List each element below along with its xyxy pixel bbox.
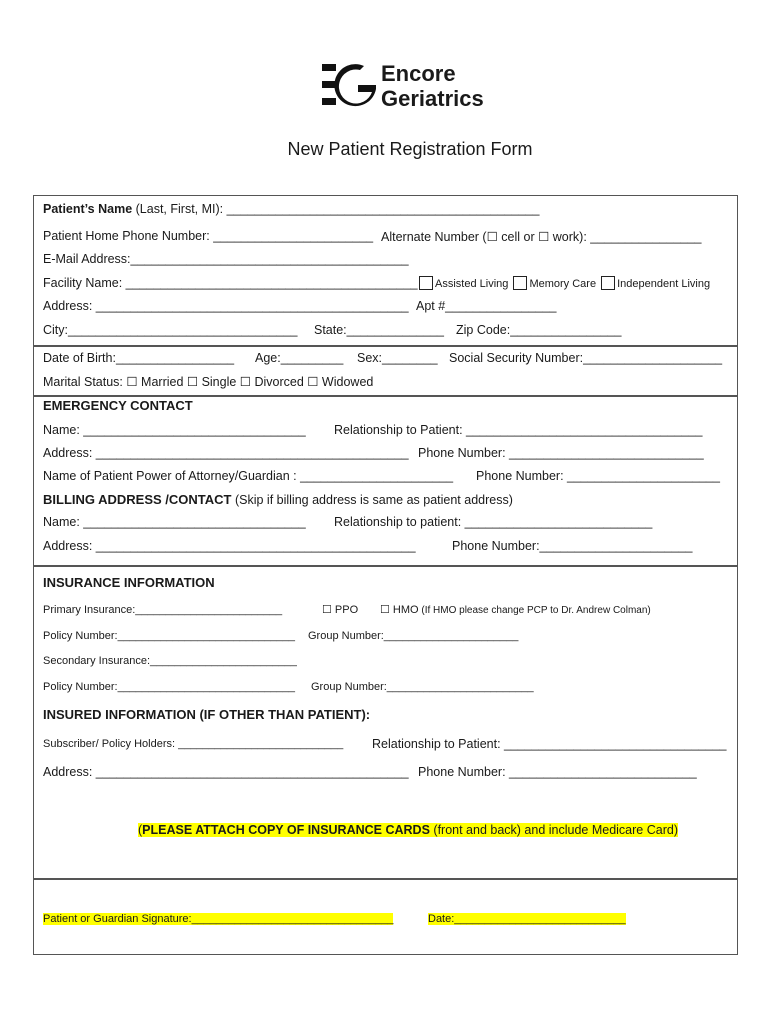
policy-number-1-field[interactable]: Policy Number:_____________________________ bbox=[43, 630, 295, 642]
insured-address-field[interactable]: Address: _____________________________________________ bbox=[43, 765, 409, 779]
logo-text-line1: Encore bbox=[381, 61, 456, 86]
hmo-option[interactable] bbox=[380, 603, 651, 616]
insured-phone-field[interactable]: Phone Number: ___________________________ bbox=[418, 765, 697, 779]
billing-phone-field[interactable]: Phone Number:______________________ bbox=[452, 539, 693, 553]
sex-field[interactable]: Sex:________ bbox=[357, 351, 438, 365]
group-number-2-field[interactable]: Group Number:________________________ bbox=[311, 681, 534, 693]
alternate-number-field[interactable]: Alternate Number (☐ cell or ☐ work): ________________ bbox=[381, 230, 702, 244]
encore-logo-icon bbox=[320, 62, 378, 108]
signature-field[interactable]: Patient or Guardian Signature:_________________________________ bbox=[43, 913, 394, 925]
ssn-field[interactable]: Social Security Number:____________________ bbox=[449, 351, 723, 365]
address-field[interactable]: Address: _____________________________________________ bbox=[43, 299, 409, 313]
dob-field[interactable]: Date of Birth:_________________ bbox=[43, 351, 235, 365]
home-phone-field[interactable]: Patient Home Phone Number: _______________________ bbox=[43, 229, 374, 243]
marital-status-field[interactable]: Marital Status: ☐ Married ☐ Single ☐ Divorced ☐ Widowed bbox=[43, 375, 374, 389]
patient-name-field[interactable] bbox=[43, 202, 539, 216]
billing-relationship-field[interactable]: Relationship to patient: ___________________________ bbox=[334, 515, 653, 529]
billing-name-field[interactable]: Name: ________________________________ bbox=[43, 515, 306, 529]
primary-insurance-field[interactable]: Primary Insurance:________________________ bbox=[43, 604, 283, 616]
city-field[interactable]: City:_________________________________ bbox=[43, 323, 298, 337]
emergency-contact-header: EMERGENCY CONTACT bbox=[43, 398, 193, 413]
memory-care-checkbox[interactable] bbox=[513, 276, 527, 290]
emergency-relationship-field[interactable]: Relationship to Patient: __________________________________ bbox=[334, 423, 703, 437]
poa-phone-field[interactable]: Phone Number: ______________________ bbox=[476, 469, 720, 483]
hmo-note: (If HMO please change PCP to Dr. Andrew Colman) bbox=[418, 605, 651, 616]
facility-options bbox=[419, 276, 710, 290]
emergency-name-field[interactable]: Name: ________________________________ bbox=[43, 423, 306, 437]
billing-header-hint: (Skip if billing address is same as patient address) bbox=[231, 493, 513, 507]
assisted-living-checkbox[interactable] bbox=[419, 276, 433, 290]
apt-field[interactable]: Apt #________________ bbox=[416, 299, 557, 313]
independent-living-label: Independent Living bbox=[617, 278, 711, 290]
logo-text-line2: Geriatrics bbox=[381, 86, 484, 111]
emergency-phone-field[interactable]: Phone Number: ____________________________ bbox=[418, 446, 704, 460]
subscriber-field[interactable]: Subscriber/ Policy Holders: ___________________________ bbox=[43, 738, 344, 750]
assisted-living-label: Assisted Living bbox=[435, 278, 509, 290]
insurance-card-notice bbox=[138, 823, 678, 837]
independent-living-checkbox[interactable] bbox=[601, 276, 615, 290]
policy-number-2-field[interactable]: Policy Number:_____________________________ bbox=[43, 681, 295, 693]
email-field[interactable]: E-Mail Address:________________________________________ bbox=[43, 252, 409, 266]
notice-close: ) bbox=[673, 823, 678, 837]
patient-name-hint: (Last, First, MI): bbox=[132, 202, 227, 216]
patient-name-label: Patient’s Name bbox=[43, 202, 133, 216]
hmo-checkbox[interactable]: ☐ HMO bbox=[380, 604, 419, 616]
poa-name-field[interactable]: Name of Patient Power of Attorney/Guardian : ______________________ bbox=[43, 469, 454, 483]
secondary-insurance-field[interactable]: Secondary Insurance:________________________ bbox=[43, 655, 297, 667]
notice-rest: (front and back) and include Medicare Card bbox=[429, 823, 674, 837]
insurance-header: INSURANCE INFORMATION bbox=[43, 575, 215, 590]
age-field[interactable]: Age:_________ bbox=[255, 351, 344, 365]
notice-open: ( bbox=[138, 823, 143, 837]
page-title: New Patient Registration Form bbox=[287, 139, 533, 159]
billing-address-field[interactable]: Address: ______________________________________________ bbox=[43, 539, 416, 553]
date-field[interactable]: Date:____________________________ bbox=[428, 913, 626, 925]
notice-bold: PLEASE ATTACH COPY OF INSURANCE CARDS bbox=[142, 823, 430, 837]
billing-header-title: BILLING ADDRESS /CONTACT bbox=[43, 492, 232, 507]
insured-header: INSURED INFORMATION (IF OTHER THAN PATIENT): bbox=[43, 707, 371, 722]
billing-header bbox=[43, 492, 513, 507]
emergency-address-field[interactable]: Address: _____________________________________________ bbox=[43, 446, 409, 460]
memory-care-label: Memory Care bbox=[529, 278, 597, 290]
state-field[interactable]: State:______________ bbox=[314, 323, 444, 337]
ppo-checkbox[interactable]: ☐ PPO bbox=[322, 604, 359, 616]
group-number-1-field[interactable]: Group Number:______________________ bbox=[308, 630, 519, 642]
patient-name-line: _____________________________________________ bbox=[226, 202, 540, 216]
facility-name-field[interactable]: Facility Name: __________________________________________ bbox=[43, 276, 418, 290]
insured-relationship-field[interactable]: Relationship to Patient: ________________________________ bbox=[372, 737, 727, 751]
zip-field[interactable]: Zip Code:________________ bbox=[456, 323, 622, 337]
